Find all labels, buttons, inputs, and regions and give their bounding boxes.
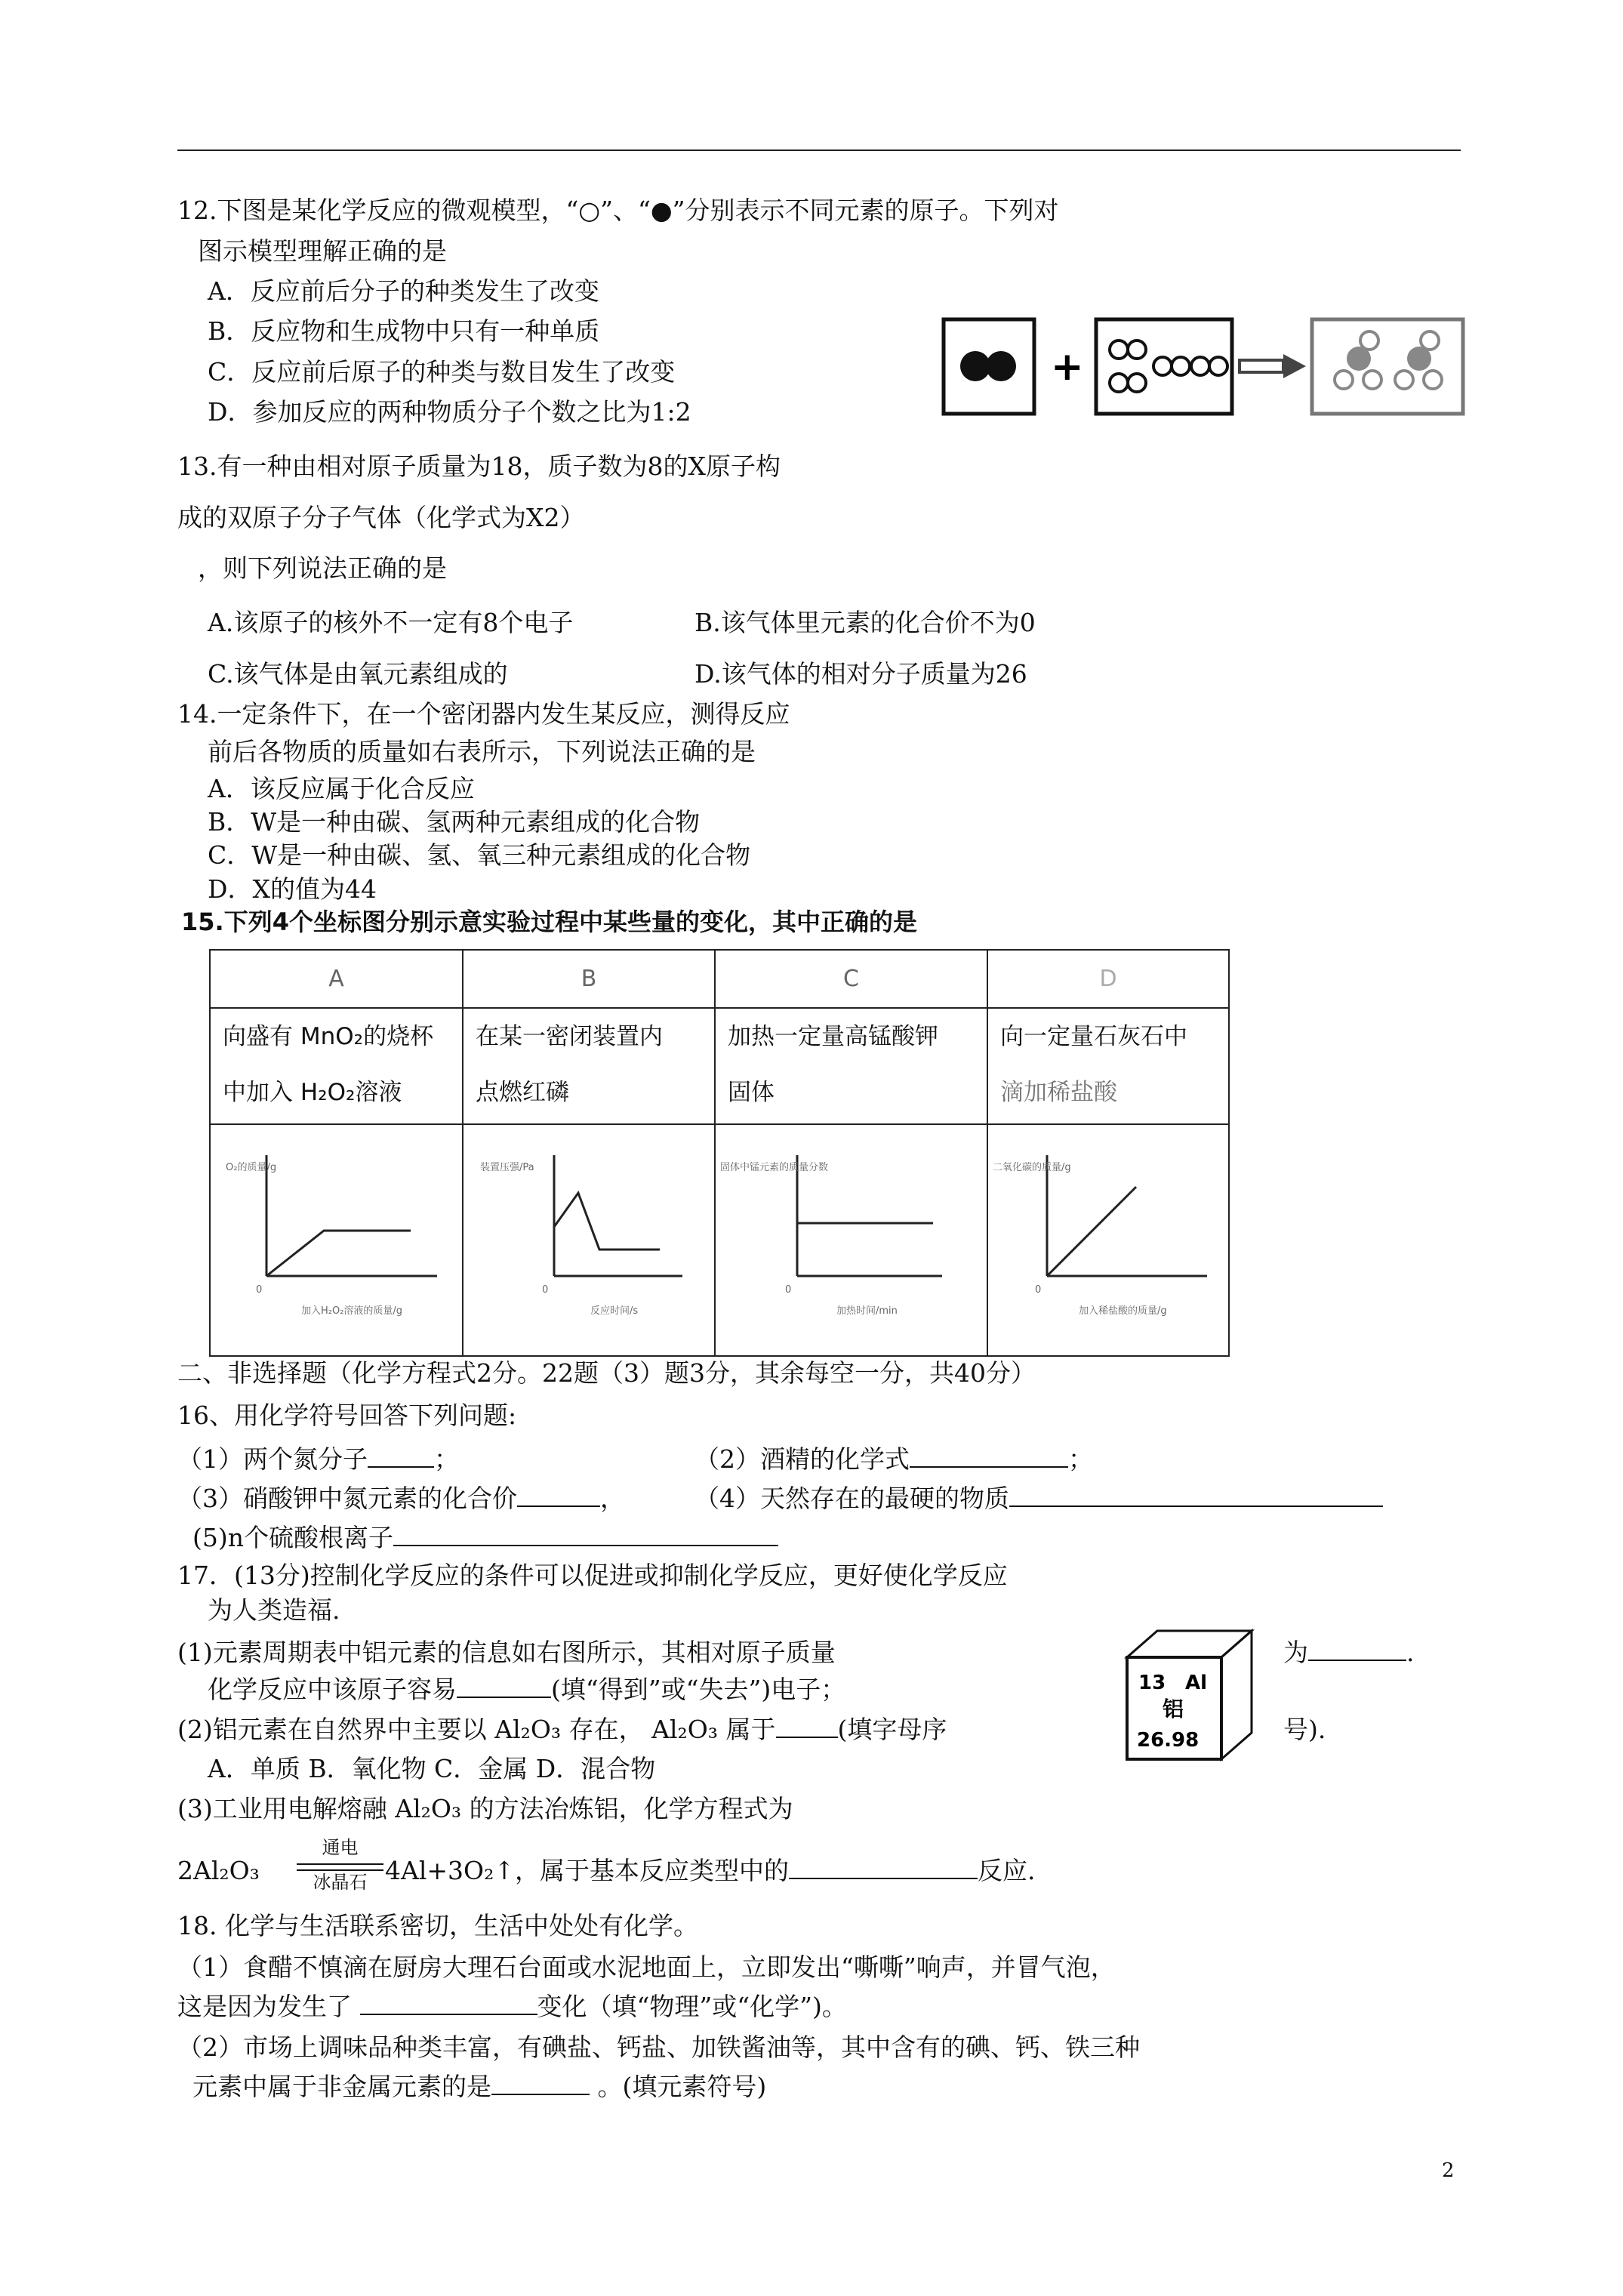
svg-text:固体中锰元素的质量分数: 固体中锰元素的质量分数 (720, 1162, 829, 1173)
q16-part5: (5)n个硫酸根离子 (192, 1521, 778, 1555)
q18-blank-element[interactable] (491, 2071, 590, 2095)
svg-text:0: 0 (256, 1284, 263, 1296)
q17-blank-class[interactable] (776, 1714, 838, 1738)
graph-b-line (554, 1193, 660, 1250)
reaction-arrow-icon (1240, 360, 1283, 372)
q17-stem-line2: 为人类造福. (208, 1595, 340, 1625)
q13-stem-line2: 成的双原子分子气体（化学式为X2） (177, 503, 585, 532)
q12-stem-line1: 12.下图是某化学反应的微观模型，“○”、“●”分别表示不同元素的原子。下列对 (177, 196, 1059, 225)
q16-title: 16、用化学符号回答下列问题: (177, 1401, 517, 1430)
q12-stem-line2: 图示模型理解正确的是 (198, 236, 447, 266)
q17-stem-line1: 17．(13分)控制化学反应的条件可以促进或抑制化学反应，更好使化学反应 (177, 1561, 1008, 1590)
svg-text:加热时间/min: 加热时间/min (836, 1305, 898, 1317)
q18-blank-change[interactable] (360, 1991, 537, 2015)
svg-text:装置压强/Pa: 装置压强/Pa (480, 1162, 534, 1173)
q14-stem-line1: 14.一定条件下，在一个密闭器内发生某反应，测得反应 (177, 699, 790, 729)
q14-option-c: C．W是一种由碳、氢、氧三种元素组成的化合物 (208, 840, 751, 870)
svg-text:O₂的质量/g: O₂的质量/g (226, 1162, 277, 1173)
q17-blank-mass[interactable] (1308, 1637, 1406, 1661)
equation-condition-bottom: 冰晶石 (313, 1872, 368, 1893)
q13-option-b: B.该气体里元素的化合价不为0 (694, 608, 1036, 637)
reactant2-box (1096, 319, 1232, 414)
q15-graph-b (463, 1125, 714, 1355)
equation-condition-top: 通电 (322, 1837, 359, 1858)
q13-option-d: D.该气体的相对分子质量为26 (694, 659, 1027, 689)
q17-sub1-line1: (1)元素周期表中铝元素的信息如右图所示，其相对原子质量 (177, 1638, 836, 1667)
equation-arrow-line (297, 1863, 383, 1865)
section2-heading: 二、非选择题（化学方程式2分。22题（3）题3分，其余每空一分，共40分） (177, 1358, 1036, 1388)
black-atom-icon (986, 351, 1016, 381)
q18-part2-line2: 元素中属于非金属元素的是 。(填元素符号) (192, 2072, 767, 2101)
svg-text:加入H₂O₂溶液的质量/g: 加入H₂O₂溶液的质量/g (301, 1305, 403, 1317)
white-atom-molecules (1110, 341, 1227, 392)
q15-desc-d: 向一定量石灰石中 滴加稀盐酸 (1000, 1023, 1187, 1106)
q16-part3: （3）硝酸钾中氮元素的化合价 ， (177, 1484, 625, 1513)
q17-equation (177, 1854, 260, 1888)
q15-graph-d (988, 1125, 1228, 1355)
q17-sub1-line2: 化学反应中该原子容易 (填“得到”或“失去”)电子； (208, 1675, 846, 1704)
q18-part1-line1: （1）食醋不慎滴在厨房大理石台面或水泥地面上，立即发出“嘶嘶”响声，并冒气泡， (177, 1952, 1116, 1982)
q15-graph-a (211, 1125, 462, 1355)
q16-blank2[interactable] (910, 1444, 1068, 1468)
svg-text:反应时间/s: 反应时间/s (590, 1305, 639, 1317)
q15-table (209, 949, 1230, 1357)
q14-stem-line2: 前后各物质的质量如右表所示，下列说法正确的是 (208, 737, 756, 766)
q17-sub1-blank: 为 . (1283, 1638, 1415, 1667)
svg-text:二氧化碳的质量/g: 二氧化碳的质量/g (993, 1162, 1071, 1173)
q16-blank4[interactable] (1009, 1483, 1383, 1507)
q15-header-d: D (1099, 966, 1117, 992)
q12-reaction-model-figure (936, 306, 1487, 427)
q15-desc-a: 向盛有 MnO₂的烧杯 中加入 H₂O₂溶液 (223, 1023, 434, 1106)
q15-header-b: B (581, 966, 597, 992)
q14-option-a: A．该反应属于化合反应 (208, 774, 475, 803)
q17-sub3: (3)工业用电解熔融 Al₂O₃ 的方法冶炼铝，化学方程式为 (177, 1794, 793, 1823)
q13-option-a: A.该原子的核外不一定有8个电子 (208, 608, 574, 637)
q16-blank1[interactable] (368, 1444, 434, 1468)
q15-graph-c (716, 1125, 987, 1355)
element-mass: 26.98 (1137, 1729, 1200, 1752)
aluminum-element-card (1116, 1627, 1259, 1763)
q17-sub2-tail: 号). (1283, 1715, 1326, 1744)
q12-option-d: D．参加反应的两种物质分子个数之比为1:2 (208, 397, 691, 427)
graph-a-line (266, 1231, 411, 1276)
q18-part2-line1: （2）市场上调味品种类丰富，有碘盐、钙盐、加铁酱油等，其中含有的碘、钙、铁三种 (177, 2032, 1140, 2062)
q17-sub2: (2)铝元素在自然界中主要以 Al₂O₃ 存在， Al₂O₃ 属于 (填字母序 (177, 1715, 947, 1744)
q12-option-b: B．反应物和生成物中只有一种单质 (208, 316, 600, 346)
q15-header-a: A (328, 966, 344, 992)
product-box (1312, 319, 1463, 414)
q15-header-c: C (843, 966, 859, 992)
q15-desc-c: 加热一定量高锰酸钾 固体 (728, 1023, 938, 1106)
plus-sign: + (1051, 344, 1084, 390)
svg-text:0: 0 (542, 1284, 549, 1296)
q12-option-a: A．反应前后分子的种类发生了改变 (208, 276, 599, 306)
product-molecules (1335, 331, 1442, 389)
q13-option-c: C.该气体是由氧元素组成的 (208, 659, 508, 689)
graph-d-line (1047, 1187, 1136, 1276)
q16-part4: （4）天然存在的最硬的物质 (694, 1481, 1383, 1516)
svg-text:0: 0 (1035, 1284, 1042, 1296)
q14-option-b: B．W是一种由碳、氢两种元素组成的化合物 (208, 807, 701, 837)
q15-desc-b: 在某一密闭装置内 点燃红磷 (476, 1023, 663, 1106)
q17-blank-reaction-type[interactable] (789, 1855, 978, 1879)
q16-blank3[interactable] (517, 1483, 600, 1507)
q17-equation-right: 4Al+3O₂↑，属于基本反应类型中的 反应. (385, 1856, 1036, 1885)
equation-reactant: 2Al₂O₃ (177, 1856, 260, 1885)
q17-sub2-options: A．单质 B．氧化物 C．金属 D．混合物 (208, 1754, 656, 1783)
q16-part2: （2）酒精的化学式 ； (694, 1444, 1093, 1474)
q13-stem-line1: 13.有一种由相对原子质量为18，质子数为8的X原子构 (177, 451, 781, 481)
q18-part1-line2: 这是因为发生了 变化（填“物理”或“化学”)。 (177, 1992, 847, 2021)
q16-blank5[interactable] (393, 1522, 778, 1546)
q17-blank-electron[interactable] (457, 1674, 551, 1698)
header-rule (177, 149, 1461, 151)
element-symbol: Al (1185, 1672, 1208, 1694)
q12-option-c: C．反应前后原子的种类与数目发生了改变 (208, 357, 676, 387)
page-number: 2 (1442, 2159, 1455, 2182)
q13-stem-line3: ，则下列说法正确的是 (198, 553, 447, 583)
q15-title: 15.下列4个坐标图分别示意实验过程中某些量的变化，其中正确的是 (181, 908, 917, 936)
svg-text:0: 0 (785, 1284, 792, 1296)
element-name: 铝 (1163, 1697, 1184, 1721)
svg-text:加入稀盐酸的质量/g: 加入稀盐酸的质量/g (1079, 1305, 1167, 1317)
q18-title: 18. 化学与生活联系密切，生活中处处有化学。 (177, 1911, 698, 1940)
arrow-head-icon (1283, 354, 1306, 378)
element-number: 13 (1138, 1672, 1166, 1694)
q14-option-d: D．X的值为44 (208, 874, 377, 904)
q16-part1: （1）两个氮分子 ； (177, 1444, 459, 1474)
